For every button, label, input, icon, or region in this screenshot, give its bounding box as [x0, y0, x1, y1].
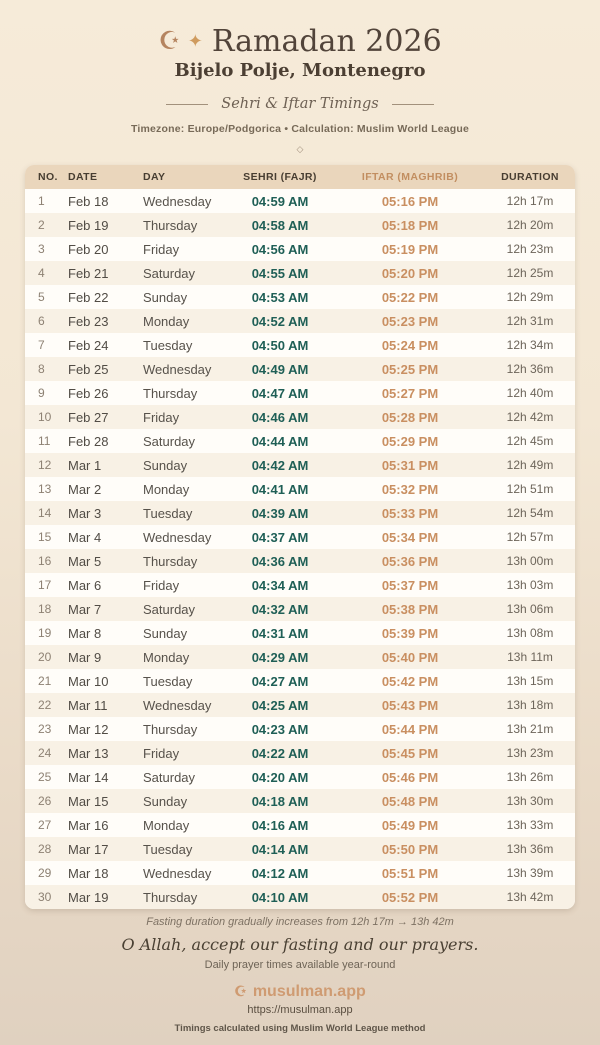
row-duration: 13h 11m [507, 650, 553, 664]
row-duration: 13h 08m [506, 626, 554, 640]
diamond-ornament-icon: ◇ [296, 144, 304, 154]
table-row [25, 453, 575, 477]
row-day: Tuesday [143, 337, 193, 353]
row-day: Tuesday [143, 673, 193, 689]
row-sehri-time: 04:55 AM [251, 265, 309, 281]
row-sehri-time: 04:39 AM [251, 505, 309, 521]
row-sehri-time: 04:22 AM [251, 745, 309, 761]
row-iftar-time: 05:25 PM [381, 361, 439, 377]
row-duration: 12h 45m [506, 434, 554, 448]
row-sehri-time: 04:25 AM [251, 697, 309, 713]
table-row [25, 573, 575, 597]
row-duration: 13h 03m [506, 578, 554, 592]
row-duration: 12h 57m [506, 530, 554, 544]
row-number: 30 [38, 890, 52, 904]
row-duration: 13h 00m [506, 554, 554, 568]
row-iftar-time: 05:22 PM [381, 289, 439, 305]
row-iftar-time: 05:34 PM [381, 529, 439, 545]
row-sehri-time: 04:56 AM [251, 241, 309, 257]
row-sehri-time: 04:36 AM [251, 553, 309, 569]
table-row [25, 285, 575, 309]
row-sehri-time: 04:52 AM [251, 313, 309, 329]
page-header [0, 0, 600, 155]
row-date: Mar 8 [68, 625, 102, 641]
table-row [25, 885, 575, 909]
row-day: Tuesday [143, 841, 193, 857]
table-row [25, 597, 575, 621]
row-sehri-time: 04:14 AM [251, 841, 309, 857]
table-row [25, 693, 575, 717]
timetable-card [25, 165, 575, 909]
row-duration: 12h 40m [506, 386, 554, 400]
fasting-duration-note: Fasting duration gradually increases from 12h 17m → 13h 42m [146, 916, 454, 928]
row-duration: 13h 18m [506, 698, 554, 712]
row-day: Wednesday [143, 193, 212, 209]
table-row [25, 237, 575, 261]
row-date: Mar 17 [68, 841, 109, 857]
row-iftar-time: 05:46 PM [381, 769, 439, 785]
row-duration: 12h 29m [506, 290, 554, 304]
table-row [25, 429, 575, 453]
row-date: Feb 26 [68, 385, 109, 401]
row-sehri-time: 04:47 AM [251, 385, 309, 401]
row-sehri-time: 04:58 AM [251, 217, 309, 233]
row-number: 23 [38, 722, 52, 736]
row-number: 2 [38, 218, 45, 232]
four-point-star-icon: ✦ [187, 31, 203, 52]
table-row [25, 525, 575, 549]
row-number: 7 [38, 338, 45, 352]
row-iftar-time: 05:31 PM [381, 457, 439, 473]
row-iftar-time: 05:19 PM [381, 241, 439, 257]
row-day: Tuesday [143, 505, 193, 521]
row-day: Friday [143, 577, 180, 593]
timetable [25, 165, 575, 909]
column-header-sehri: SEHRI (FAJR) [225, 165, 335, 189]
page-title-text: Ramadan 2026 [211, 24, 442, 59]
table-row [25, 549, 575, 573]
table-row [25, 621, 575, 645]
row-number: 28 [38, 842, 52, 856]
row-iftar-time: 05:38 PM [381, 601, 439, 617]
divider-line-left [166, 104, 208, 105]
table-row [25, 837, 575, 861]
row-number: 21 [38, 674, 52, 688]
table-row [25, 789, 575, 813]
row-day: Monday [143, 649, 190, 665]
row-iftar-time: 05:43 PM [381, 697, 439, 713]
table-row [25, 765, 575, 789]
row-date: Mar 9 [68, 649, 102, 665]
row-date: Feb 25 [68, 361, 109, 377]
row-number: 13 [38, 482, 52, 496]
table-row [25, 333, 575, 357]
row-duration: 13h 42m [506, 890, 554, 904]
row-number: 15 [38, 530, 52, 544]
row-date: Mar 18 [68, 865, 109, 881]
row-sehri-time: 04:32 AM [251, 601, 309, 617]
timings-subtitle: Sehri & Iftar Timings [221, 96, 379, 112]
crescent-moon-icon: ☪ [158, 26, 181, 55]
brand-link[interactable] [0, 983, 600, 1001]
row-duration: 12h 42m [506, 410, 554, 424]
row-duration: 13h 15m [506, 674, 554, 688]
row-duration: 12h 51m [506, 482, 554, 496]
row-day: Wednesday [143, 697, 212, 713]
column-header-day: DAY [143, 165, 225, 189]
row-sehri-time: 04:41 AM [251, 481, 309, 497]
row-day: Monday [143, 481, 190, 497]
row-duration: 12h 25m [506, 266, 554, 280]
row-sehri-time: 04:46 AM [251, 409, 309, 425]
table-row [25, 717, 575, 741]
row-day: Thursday [143, 553, 198, 569]
row-duration: 12h 31m [506, 314, 554, 328]
row-number: 14 [38, 506, 52, 520]
row-iftar-time: 05:49 PM [381, 817, 439, 833]
row-number: 27 [38, 818, 52, 832]
table-row [25, 357, 575, 381]
row-number: 25 [38, 770, 52, 784]
row-number: 10 [38, 410, 52, 424]
row-iftar-time: 05:44 PM [381, 721, 439, 737]
table-row [25, 669, 575, 693]
row-number: 26 [38, 794, 52, 808]
row-sehri-time: 04:44 AM [251, 433, 309, 449]
calculation-method-note: Timings calculated using Muslim World League method [174, 1023, 426, 1034]
timetable-body [25, 189, 575, 909]
row-iftar-time: 05:37 PM [381, 577, 439, 593]
row-sehri-time: 04:23 AM [251, 721, 309, 737]
row-iftar-time: 05:52 PM [381, 889, 439, 905]
table-row [25, 213, 575, 237]
row-date: Mar 12 [68, 721, 109, 737]
row-date: Mar 14 [68, 769, 109, 785]
row-date: Feb 24 [68, 337, 109, 353]
row-date: Feb 23 [68, 313, 109, 329]
row-date: Feb 22 [68, 289, 109, 305]
row-date: Feb 21 [68, 265, 109, 281]
section-subtitle-row [0, 96, 600, 112]
row-date: Mar 13 [68, 745, 109, 761]
row-day: Sunday [143, 625, 188, 641]
row-date: Feb 18 [68, 193, 109, 209]
row-date: Mar 2 [68, 481, 102, 497]
row-date: Mar 15 [68, 793, 109, 809]
row-day: Sunday [143, 289, 188, 305]
row-number: 1 [38, 194, 45, 208]
row-duration: 13h 06m [506, 602, 554, 616]
table-row [25, 309, 575, 333]
timetable-header [25, 165, 575, 189]
row-number: 6 [38, 314, 45, 328]
row-number: 22 [38, 698, 52, 712]
row-date: Mar 5 [68, 553, 102, 569]
row-day: Monday [143, 817, 190, 833]
row-sehri-time: 04:49 AM [251, 361, 309, 377]
row-day: Saturday [143, 601, 196, 617]
row-iftar-time: 05:32 PM [381, 481, 439, 497]
row-date: Mar 10 [68, 673, 109, 689]
row-date: Mar 6 [68, 577, 102, 593]
row-date: Mar 3 [68, 505, 102, 521]
page-footer [0, 916, 600, 1034]
row-date: Feb 27 [68, 409, 109, 425]
divider-line-right [392, 104, 434, 105]
row-day: Friday [143, 745, 180, 761]
row-sehri-time: 04:53 AM [251, 289, 309, 305]
row-number: 12 [38, 458, 52, 472]
row-date: Mar 1 [68, 457, 102, 473]
row-day: Saturday [143, 433, 196, 449]
row-duration: 13h 21m [506, 722, 554, 736]
row-sehri-time: 04:16 AM [251, 817, 309, 833]
row-duration: 13h 23m [506, 746, 554, 760]
table-row [25, 741, 575, 765]
row-number: 17 [38, 578, 52, 592]
row-duration: 12h 20m [506, 218, 554, 232]
row-number: 4 [38, 266, 45, 280]
row-sehri-time: 04:29 AM [251, 649, 309, 665]
row-day: Wednesday [143, 529, 212, 545]
row-date: Mar 11 [68, 697, 108, 713]
row-iftar-time: 05:39 PM [381, 625, 439, 641]
row-date: Mar 4 [68, 529, 102, 545]
column-header-iftar: IFTAR (MAGHRIB) [335, 165, 485, 189]
row-sehri-time: 04:18 AM [251, 793, 309, 809]
row-date: Mar 16 [68, 817, 109, 833]
row-day: Thursday [143, 385, 198, 401]
table-row [25, 645, 575, 669]
row-sehri-time: 04:50 AM [251, 337, 309, 353]
row-number: 16 [38, 554, 52, 568]
table-row [25, 501, 575, 525]
row-iftar-time: 05:36 PM [381, 553, 439, 569]
timezone-calculation-meta: Timezone: Europe/Podgorica • Calculation: Muslim World League [130, 123, 470, 135]
row-duration: 13h 30m [506, 794, 554, 808]
row-duration: 12h 49m [506, 458, 554, 472]
row-day: Friday [143, 241, 180, 257]
row-day: Thursday [143, 889, 198, 905]
row-iftar-time: 05:20 PM [381, 265, 439, 281]
row-iftar-time: 05:42 PM [381, 673, 439, 689]
row-number: 19 [38, 626, 52, 640]
row-number: 5 [38, 290, 45, 304]
row-day: Saturday [143, 265, 196, 281]
row-number: 29 [38, 866, 52, 880]
row-date: Feb 20 [68, 241, 109, 257]
row-iftar-time: 05:18 PM [381, 217, 439, 233]
column-header-duration: DURATION [485, 165, 575, 189]
row-sehri-time: 04:37 AM [251, 529, 309, 545]
row-duration: 12h 23m [506, 242, 554, 256]
table-row [25, 261, 575, 285]
row-iftar-time: 05:16 PM [381, 193, 439, 209]
table-row [25, 861, 575, 885]
row-sehri-time: 04:31 AM [251, 625, 309, 641]
row-day: Thursday [143, 217, 198, 233]
row-iftar-time: 05:50 PM [381, 841, 439, 857]
brand-crescent-icon: ☪ [234, 983, 247, 999]
row-sehri-time: 04:12 AM [251, 865, 309, 881]
table-row [25, 477, 575, 501]
row-duration: 13h 36m [506, 842, 554, 856]
row-date: Mar 7 [68, 601, 102, 617]
row-iftar-time: 05:23 PM [381, 313, 439, 329]
row-number: 24 [38, 746, 52, 760]
row-day: Wednesday [143, 361, 212, 377]
column-header-date: DATE [65, 165, 143, 189]
page-title [0, 24, 600, 59]
row-sehri-time: 04:42 AM [251, 457, 309, 473]
row-day: Monday [143, 313, 190, 329]
row-sehri-time: 04:34 AM [251, 577, 309, 593]
row-day: Saturday [143, 769, 196, 785]
row-duration: 12h 34m [506, 338, 554, 352]
row-number: 9 [38, 386, 45, 400]
row-sehri-time: 04:20 AM [251, 769, 309, 785]
row-duration: 12h 17m [506, 194, 554, 208]
row-number: 11 [38, 434, 51, 448]
row-iftar-time: 05:45 PM [381, 745, 439, 761]
row-duration: 13h 39m [506, 866, 554, 880]
location-subtitle: Bijelo Polje, Montenegro [174, 60, 426, 81]
row-sehri-time: 04:59 AM [251, 193, 309, 209]
row-date: Feb 19 [68, 217, 109, 233]
row-duration: 12h 54m [506, 506, 554, 520]
row-day: Sunday [143, 793, 188, 809]
row-iftar-time: 05:40 PM [381, 649, 439, 665]
row-iftar-time: 05:33 PM [381, 505, 439, 521]
row-duration: 13h 26m [506, 770, 554, 784]
row-iftar-time: 05:24 PM [381, 337, 439, 353]
row-iftar-time: 05:27 PM [381, 385, 439, 401]
row-date: Feb 28 [68, 433, 109, 449]
row-sehri-time: 04:10 AM [251, 889, 309, 905]
table-row [25, 189, 575, 213]
row-duration: 13h 33m [506, 818, 554, 832]
row-sehri-time: 04:27 AM [251, 673, 309, 689]
row-iftar-time: 05:28 PM [381, 409, 439, 425]
row-day: Sunday [143, 457, 188, 473]
row-duration: 12h 36m [506, 362, 554, 376]
row-number: 8 [38, 362, 45, 376]
row-iftar-time: 05:51 PM [381, 865, 439, 881]
table-row [25, 405, 575, 429]
dua-text: O Allah, accept our fasting and our prayers. [121, 935, 479, 954]
availability-note: Daily prayer times available year-round [204, 959, 396, 971]
row-iftar-time: 05:29 PM [381, 433, 439, 449]
table-row [25, 813, 575, 837]
website-url-link[interactable]: https://musulman.app [247, 1004, 353, 1016]
row-day: Wednesday [143, 865, 212, 881]
row-date: Mar 19 [68, 889, 109, 905]
brand-name: musulman.app [252, 983, 366, 1000]
column-header-no: NO. [25, 165, 65, 189]
row-day: Friday [143, 409, 180, 425]
row-number: 3 [38, 242, 45, 256]
row-number: 18 [38, 602, 52, 616]
table-row [25, 381, 575, 405]
row-number: 20 [38, 650, 52, 664]
row-iftar-time: 05:48 PM [381, 793, 439, 809]
row-day: Thursday [143, 721, 198, 737]
